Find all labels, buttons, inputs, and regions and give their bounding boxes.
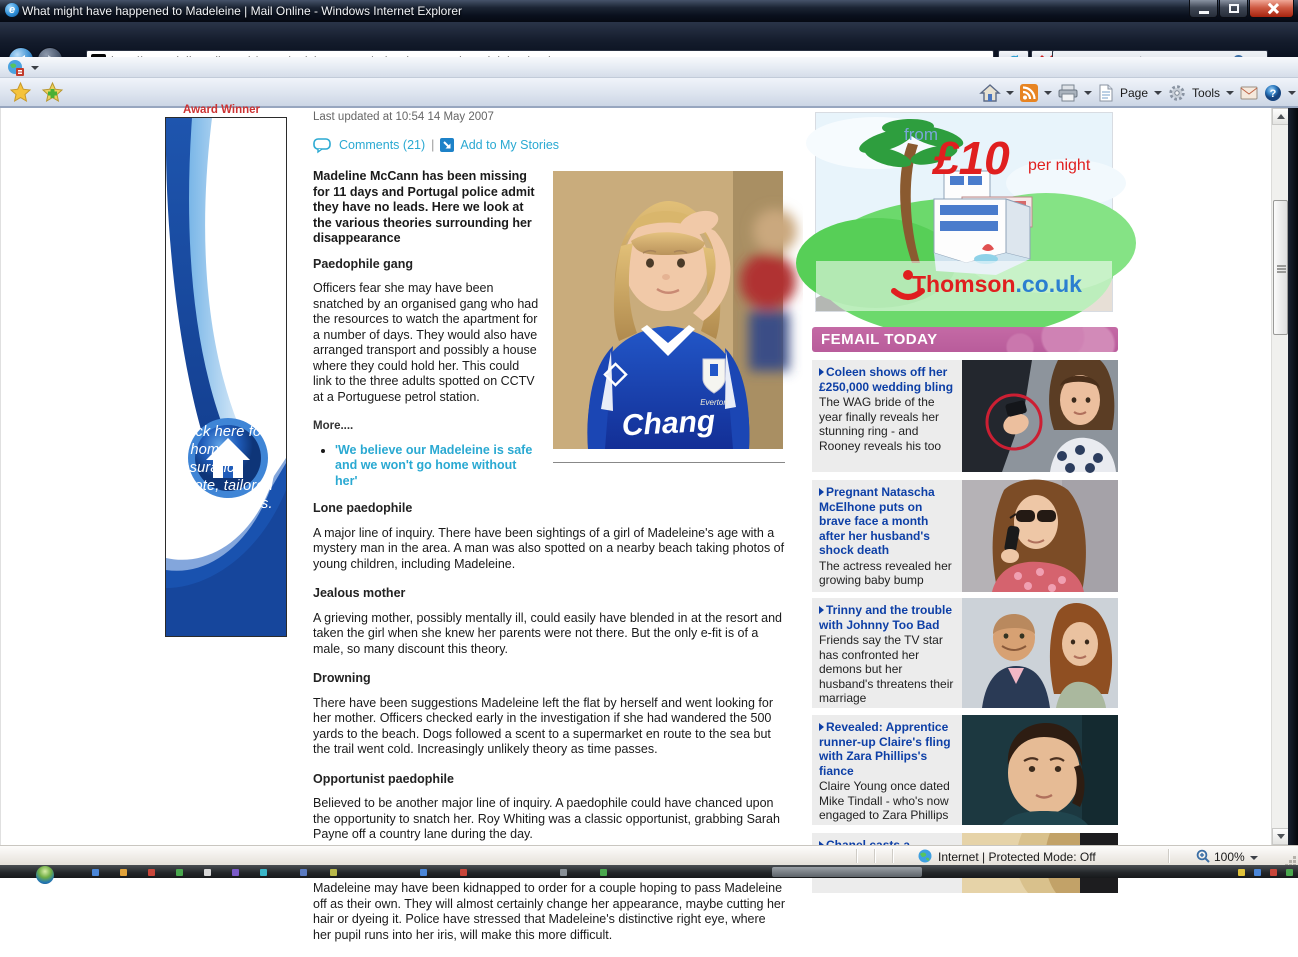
shirt-brand-text: Chang bbox=[621, 404, 716, 443]
bullet-arrow-icon bbox=[819, 723, 824, 731]
section-heading: Jealous mother bbox=[313, 586, 406, 600]
story-headline-link[interactable]: Coleen shows off her £250,000 wedding bling bbox=[819, 365, 954, 394]
status-bar bbox=[0, 845, 1298, 865]
insurance-ad-text[interactable]: Click here for a home insurance quote, tailored to your needs. bbox=[178, 424, 273, 512]
taskbar-icon[interactable] bbox=[330, 869, 337, 876]
story-body: The WAG bride of the year finally reveals her stunning ring - and Rooney reveals his too bbox=[819, 395, 942, 453]
taskbar-icon[interactable] bbox=[560, 869, 567, 876]
print-caret-icon[interactable] bbox=[1084, 91, 1092, 95]
comments-icon[interactable] bbox=[313, 138, 333, 153]
start-button[interactable] bbox=[36, 866, 54, 884]
ie-icon: e bbox=[5, 3, 19, 17]
windows-taskbar[interactable] bbox=[0, 865, 1298, 878]
rss-caret-icon[interactable] bbox=[1044, 91, 1052, 95]
taskbar-icon[interactable] bbox=[300, 869, 307, 876]
story-photo[interactable] bbox=[962, 360, 1118, 472]
story-text bbox=[812, 480, 962, 592]
story-photo[interactable] bbox=[962, 598, 1118, 708]
window-title: What might have happened to Madeleine | Mail Online - Windows Internet Explorer bbox=[22, 4, 463, 18]
article-photo-wrap bbox=[553, 171, 785, 467]
extension-caret-icon[interactable] bbox=[31, 66, 39, 70]
femail-story bbox=[812, 360, 1118, 472]
taskbar-icon[interactable] bbox=[176, 869, 183, 876]
femail-today-title: FEMAIL TODAY bbox=[821, 331, 938, 348]
svg-text:?: ? bbox=[1269, 88, 1277, 100]
minimize-button[interactable] bbox=[1189, 0, 1218, 18]
add-to-stories-icon[interactable] bbox=[440, 138, 454, 152]
taskbar-icon[interactable] bbox=[460, 869, 467, 876]
window-controls bbox=[1188, 0, 1294, 18]
more-label: More.... bbox=[313, 420, 354, 432]
tray-icon[interactable] bbox=[1286, 869, 1293, 876]
taskbar-icon[interactable] bbox=[600, 869, 607, 876]
taskbar-icon[interactable] bbox=[232, 869, 239, 876]
mail-icon[interactable] bbox=[1240, 86, 1258, 100]
story-photo[interactable] bbox=[962, 480, 1118, 592]
femail-today-header bbox=[812, 327, 1118, 352]
help-icon[interactable] bbox=[1264, 84, 1282, 102]
right-sidebar bbox=[812, 112, 1118, 845]
insurance-ad-graphic bbox=[166, 118, 286, 636]
section-body: A grieving mother, possibly mentally ill, could easily have blended in at the resort and taken the girl when she knew her parents were not there. But the only e-fit is of a male, so many discount this theory. bbox=[313, 610, 783, 656]
navigation-bar bbox=[0, 22, 1298, 57]
status-separator bbox=[1168, 849, 1169, 863]
bullet-arrow-icon bbox=[819, 606, 824, 614]
window-frame-edge bbox=[1288, 108, 1298, 845]
print-icon[interactable] bbox=[1058, 84, 1078, 102]
story-headline-link[interactable]: Pregnant Natascha McElhone puts on brave face a month after her husband's shock death bbox=[819, 485, 935, 557]
home-icon[interactable] bbox=[980, 84, 1000, 102]
taskbar-icon[interactable] bbox=[420, 869, 427, 876]
femail-story bbox=[812, 715, 1118, 825]
section-heading: Lone paedophile bbox=[313, 501, 413, 515]
femail-story bbox=[812, 598, 1118, 708]
tools-menu-label[interactable]: Tools bbox=[1192, 86, 1221, 100]
story-body: Claire Young once dated Mike Tindall - who's now engaged to Zara Phillips bbox=[819, 779, 950, 822]
tray-icon[interactable] bbox=[1238, 869, 1245, 876]
article-intro: Madeline McCann has been missing for 11 days and Portugal police admit they have no leads. Here we look at the various theories surrounding her disappearance bbox=[313, 169, 535, 245]
page-menu-label[interactable]: Page bbox=[1120, 86, 1149, 100]
story-headline-link[interactable]: Revealed: Apprentice runner-up Claire's fling with Zara Phillips's fiance bbox=[819, 720, 951, 778]
zoom-icon[interactable] bbox=[1196, 849, 1211, 864]
status-separator bbox=[892, 849, 893, 863]
section-heading: Paedophile gang bbox=[313, 256, 414, 271]
tray-icon[interactable] bbox=[1270, 869, 1277, 876]
thomson-brand-suffix: .co.uk bbox=[1015, 271, 1082, 297]
story-headline-link[interactable]: Trinny and the trouble with Johnny Too Bad bbox=[819, 603, 953, 632]
story-text bbox=[812, 360, 962, 472]
section-body: Believed to be another major line of inquiry. A paedophile could have chanced upon the opportunity to snatch her. Roy Whiting was a classic opportunist, grabbing Sarah Payne off a country lane during the day. bbox=[313, 796, 780, 841]
rss-icon[interactable] bbox=[1020, 84, 1038, 102]
status-separator bbox=[874, 849, 875, 863]
command-bar bbox=[980, 84, 1296, 102]
maximize-icon bbox=[1229, 4, 1239, 13]
story-text bbox=[812, 715, 962, 825]
thomson-logo bbox=[912, 271, 1082, 298]
favorites-star-icon[interactable] bbox=[10, 82, 31, 102]
scroll-up-button[interactable] bbox=[1272, 108, 1289, 125]
section-body: A major line of inquiry. There have been sightings of a girl of Madeleine's age with a mystery man in the area. A man was also spotted on a nearby beach taking photos of young children, including Madeleine. bbox=[313, 525, 785, 571]
story-body: Friends say the TV star has confronted her demons but her husband's threatens their marriage bbox=[819, 633, 954, 705]
madeleine-photo bbox=[553, 171, 783, 449]
scroll-down-icon bbox=[1277, 834, 1285, 839]
tray-icon[interactable] bbox=[1254, 869, 1261, 876]
add-favorite-icon[interactable] bbox=[42, 82, 63, 102]
femail-story bbox=[812, 480, 1118, 592]
related-link[interactable]: 'We believe our Madeleine is safe and we won't go home without her' bbox=[335, 442, 533, 488]
article bbox=[313, 108, 785, 957]
bullet-arrow-icon bbox=[819, 488, 824, 496]
taskbar-icon[interactable] bbox=[120, 869, 127, 876]
taskbar-icon[interactable] bbox=[92, 869, 99, 876]
story-photo[interactable] bbox=[962, 715, 1118, 825]
taskbar-icon[interactable] bbox=[260, 869, 267, 876]
article-actions bbox=[313, 138, 785, 154]
close-icon bbox=[1267, 3, 1278, 14]
help-caret-icon[interactable] bbox=[1288, 91, 1296, 95]
story-body: The actress revealed her growing baby bump bbox=[819, 558, 952, 587]
link-separator: | bbox=[431, 137, 435, 152]
home-caret-icon[interactable] bbox=[1006, 91, 1014, 95]
bullet-arrow-icon bbox=[819, 368, 824, 376]
scroll-down-button[interactable] bbox=[1272, 828, 1289, 845]
add-to-stories-link[interactable]: Add to My Stories bbox=[460, 137, 560, 152]
page-caret-icon[interactable] bbox=[1154, 91, 1162, 95]
internet-zone-icon bbox=[918, 849, 932, 863]
taskbar-icon[interactable] bbox=[204, 869, 211, 876]
page-icon[interactable] bbox=[1098, 84, 1114, 102]
web-tool-icon[interactable] bbox=[7, 59, 25, 77]
status-separator bbox=[856, 849, 857, 863]
taskbar-window-button[interactable] bbox=[772, 867, 922, 877]
vertical-scrollbar[interactable] bbox=[1271, 108, 1288, 845]
title-bar[interactable] bbox=[0, 0, 1298, 22]
thomson-price: £10 bbox=[933, 132, 1010, 184]
resize-grip[interactable] bbox=[1293, 856, 1296, 859]
section-body: Madeleine may have been kidnapped to order for a couple hoping to pass Madeleine off as their own. They will almost certainly change her appearance, maybe cutting her hair or dyeing it. Police have stressed that Madeleine's distinctive right eye, where her pupil runs into her iris, will make this more difficult. bbox=[313, 881, 786, 942]
zone-status-text: Internet | Protected Mode: Off bbox=[938, 850, 1096, 864]
zoom-level[interactable]: 100% bbox=[1214, 850, 1245, 864]
home-insurance-ad[interactable] bbox=[165, 117, 287, 637]
taskbar-icon[interactable] bbox=[148, 869, 155, 876]
thomson-brand: Thomson bbox=[912, 271, 1016, 297]
scrollbar-thumb[interactable] bbox=[1273, 200, 1288, 335]
article-updated: Last updated at 10:54 14 May 2007 bbox=[313, 111, 494, 123]
column-divider bbox=[0, 108, 1, 845]
everton-crest-label: Everton bbox=[700, 398, 728, 407]
section-heading: Opportunist paedophile bbox=[313, 771, 454, 786]
thomson-per-label: per night bbox=[1028, 157, 1091, 174]
extension-toolbar bbox=[0, 57, 1298, 78]
tools-caret-icon[interactable] bbox=[1226, 91, 1234, 95]
maximize-button[interactable] bbox=[1219, 0, 1248, 18]
section-body: There have been suggestions Madeleine left the flat by herself and went looking for her mother. Officers checked early in the investigation if she had wandered the 500 yards to the beach. Dogs followed a scent to a supermarket en route to the sea but the trail went cold. Increasingly unlikely theory as time passes. bbox=[313, 695, 774, 756]
section-body: Officers fear she may have been snatched by an organised gang who had the resources to watch the apartment for a number of days. They would also have arranged transport and possibly a house where they could hold her. This could link to the three adults spotted on CCTV at a Portuguese petrol station. bbox=[313, 281, 539, 404]
zoom-caret-icon[interactable] bbox=[1250, 856, 1258, 860]
comments-link[interactable]: Comments (21) bbox=[339, 137, 426, 152]
scroll-up-icon bbox=[1277, 114, 1285, 119]
minimize-icon bbox=[1199, 11, 1209, 14]
photo-caption-rule bbox=[553, 454, 785, 463]
story-text bbox=[812, 598, 962, 708]
gear-icon[interactable] bbox=[1168, 84, 1186, 102]
thomson-ad[interactable] bbox=[815, 112, 1113, 312]
thomson-from-label: from bbox=[904, 125, 938, 144]
close-button[interactable] bbox=[1249, 0, 1294, 18]
award-winner-label: Award Winner bbox=[183, 104, 261, 116]
section-heading: Drowning bbox=[313, 671, 371, 685]
